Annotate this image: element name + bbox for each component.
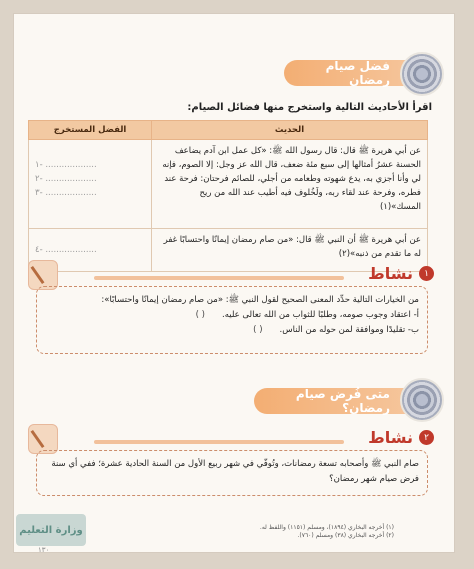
footnotes (134, 524, 394, 540)
virtue-blank[interactable]: ٢- ................... (35, 174, 97, 184)
hadith-cell: عن أبي هريرة ﷺ أن النبي ﷺ قال: «من صام رمضان إيمانًا واحتسابًا غفر له ما تقدم من ذنبه»(٢) (152, 229, 428, 272)
section-title: فضل صيام رمضان (325, 59, 390, 87)
activity-heading-2 (360, 428, 434, 447)
rosette-icon (400, 52, 444, 96)
activity-prompt: صام النبي ﷺ وأصحابه تسعة رمضانات، وتُوفّي في شهر ربيع الأول من السنة الحادية عشرة؛ ففي أي سنة فرض صيام شهر رمضان؟ (51, 459, 419, 484)
activity-box-1 (36, 286, 428, 354)
activity-heading-1 (360, 264, 434, 283)
virtue-blank[interactable]: ١- ................... (35, 160, 97, 170)
logo-text: وزارة التعليم (19, 524, 83, 536)
virtue-cell (29, 140, 152, 229)
footnote: (١) أخرجه البخاري (١٨٩٤)، ومسلم (١١٥١) واللفظ له. (259, 524, 394, 531)
virtue-blank[interactable]: ٤- ................... (35, 245, 97, 255)
virtue-blank[interactable]: ٣- ................... (35, 188, 97, 198)
activity-number-badge: ١ (419, 266, 434, 281)
option-item[interactable] (45, 323, 419, 338)
activity-number-badge: ٢ (419, 430, 434, 445)
option-text: ب- تقليدًا وموافقة لمن حوله من الناس. (279, 325, 419, 335)
activity-title: نشاط (368, 428, 413, 447)
table-header-virtue: الفضل المستخرج (29, 121, 152, 140)
hadith-cell: عن أبي هريرة ﷺ قال: قال رسول الله ﷺ: «كل عمل ابن آدم يضاعف الحسنة عشرُ أمثالها إلى سبع مئة ضعف، قال الله عز وجل: إلا الصوم، فإنه لي وأنا أجزي به، يدع شهوته وطعامه من أجلي، للصائم فرحتان: فرحة عند فطره، وفرحة عند لقاء ربه، ولَخُلوف فيه أطيب عند الله من ريح المسك»(١) (152, 140, 428, 229)
activity-divider (94, 440, 344, 444)
activity-title: نشاط (368, 264, 413, 283)
table-header-hadith: الحديث (152, 121, 428, 140)
answer-parentheses[interactable]: ( ) (253, 325, 263, 335)
hadith-table (28, 120, 428, 272)
section-title: متى فُرض صيام رمضان؟ (295, 387, 390, 415)
page (14, 14, 454, 552)
answer-parentheses[interactable]: ( ) (195, 310, 205, 320)
rosette-icon (400, 378, 444, 422)
option-item[interactable] (45, 308, 419, 323)
instruction-text: اقرأ الأحاديث التالية واستخرج منها فضائل الصيام: (187, 102, 432, 113)
option-text: أ- اعتقاد وجوب صومه، وطلبًا للثواب من الله تعالى عليه. (222, 310, 419, 320)
activity-prompt: من الخيارات التالية حدِّد المعنى الصحيح لقول النبي ﷺ: «من صام رمضان إيمانًا واحتسابًا»: (101, 295, 419, 305)
activity-box-2 (36, 450, 428, 496)
page-number: ١٣٠ (38, 546, 50, 554)
activity-divider (94, 276, 344, 280)
ministry-logo (16, 514, 86, 546)
footnote: (٢) أخرجه البخاري (٣٨) ومسلم (٧٦٠). (297, 532, 394, 539)
table-row (29, 140, 428, 229)
